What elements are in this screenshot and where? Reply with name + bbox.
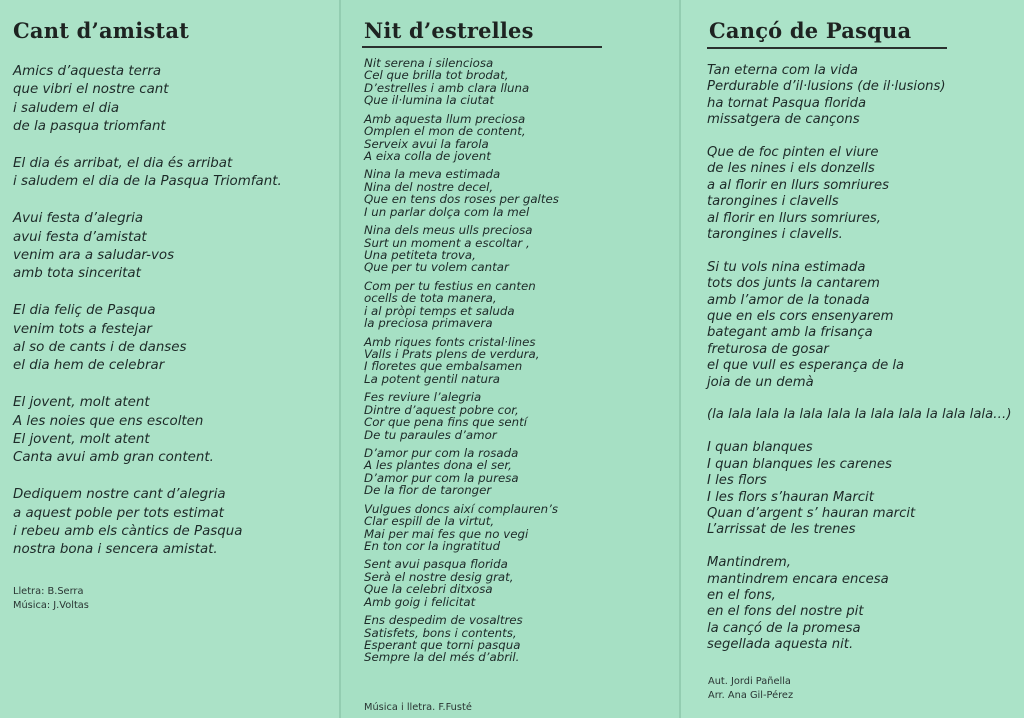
song-lyrics: [364, 57, 559, 670]
lyric-line: Nit serena i silenciosa: [364, 56, 494, 70]
lyric-line: I les flors: [707, 473, 767, 489]
lyric-line: missatgera de cançons: [707, 112, 860, 128]
stanza: [13, 394, 282, 468]
lyric-line: al florir en llurs somriures,: [707, 210, 881, 226]
stanza: [364, 168, 559, 218]
lyric-line: Mantindrem,: [707, 555, 791, 571]
lyric-line: a aquest poble per tots estimat: [13, 505, 224, 521]
lyric-line: Mai per mai fes que no vegi: [364, 526, 529, 541]
lyric-line: Nina dels meus ulls preciosa: [364, 223, 533, 238]
song-credits: [13, 585, 89, 613]
lyric-line: joia de un demà: [707, 374, 814, 390]
lyric-line: a al florir en llurs somriures: [707, 177, 889, 193]
stanza: [364, 224, 559, 274]
song-lyrics: [13, 63, 282, 578]
lyric-line: Tan eterna com la vida: [707, 63, 858, 78]
lyric-line: al so de cants i de danses: [13, 340, 187, 356]
lyric-line: (la lala lala la lala lala la lala lala la lala lala…): [707, 407, 1012, 423]
fold-line: [679, 0, 681, 718]
stanza: [364, 447, 559, 497]
lyric-line: Fes reviure l’alegria: [364, 390, 482, 405]
lyric-line: Una petiteta trova,: [364, 247, 476, 262]
lyric-line: ocells de tota manera,: [364, 291, 497, 306]
lyric-line: en el fons del nostre pit: [707, 604, 864, 620]
lyric-line: Perdurable d’il·lusions (de il·lusions): [707, 79, 946, 95]
panel-canco-pasqua: [680, 0, 1024, 718]
lyric-line: Dediquem nostre cant d’alegria: [13, 487, 226, 503]
lyric-line: Valls i Prats plens de verdura,: [364, 347, 540, 361]
lyric-line: amb l’amor de la tonada: [707, 292, 870, 308]
lyric-line: bategant amb la frisança: [707, 325, 873, 341]
lyric-line: I un parlar dolça com la mel: [364, 204, 530, 219]
lyric-line: Amb goig i felicitat: [364, 594, 476, 609]
credit-line: Música: J.Voltas: [13, 600, 89, 611]
credit-line: Música i lletra. F.Fusté: [364, 702, 472, 713]
lyric-line: D’estrelles i amb clara lluna: [364, 80, 530, 95]
stanza: [364, 57, 559, 107]
song-credits: [364, 701, 472, 715]
lyric-line: Satisfets, bons i contents,: [364, 625, 517, 640]
lyric-line: Omplen el mon de content,: [364, 124, 526, 139]
lyric-line: Que il·lumina la ciutat: [364, 93, 495, 108]
lyric-line: Nina del nostre decel,: [364, 179, 494, 194]
stanza: [13, 302, 282, 376]
stanza: [364, 336, 559, 386]
lyric-line: A les noies que ens escolten: [13, 413, 204, 429]
stanza: [13, 210, 282, 284]
lyric-line: Que en tens dos roses per galtes: [364, 192, 559, 207]
credit-line: Lletra: B.Serra: [13, 586, 84, 597]
song-credits: [708, 675, 793, 703]
lyric-line: Quan d’argent s’ hauran marcit: [707, 505, 916, 521]
stanza: [364, 113, 559, 163]
lyric-line: I quan blanques: [707, 440, 813, 456]
lyric-line: Serveix avui la farola: [364, 136, 489, 151]
lyric-line: En ton cor la ingratitud: [364, 538, 501, 553]
lyric-line: mantindrem encara encesa: [707, 571, 889, 587]
stanza: [707, 260, 1012, 391]
lyric-line: Amics d’aquesta terra: [13, 64, 162, 79]
stanza: [13, 63, 282, 137]
fold-line: [339, 0, 341, 718]
lyric-line: Com per tu festius en canten: [364, 278, 536, 293]
stanza: [707, 145, 1012, 243]
lyric-line: Cor que pena fins que sentí: [364, 415, 527, 430]
panel-cant-amistat: [0, 0, 340, 718]
stanza: [707, 440, 1012, 538]
lyric-line: venim tots a festejar: [13, 321, 152, 337]
lyric-line: el dia hem de celebrar: [13, 358, 165, 374]
stanza: [364, 391, 559, 441]
lyric-line: Sempre la del més d’abril.: [364, 650, 520, 665]
stanza: [364, 280, 559, 330]
lyric-line: Nina la meva estimada: [364, 167, 501, 182]
lyric-line: tarongines i clavells.: [707, 227, 843, 243]
song-title: Cant d’amistat: [13, 18, 190, 43]
song-title: Nit d’estrelles: [364, 18, 534, 43]
lyric-line: ha tornat Pasqua florida: [707, 95, 867, 111]
lyric-line: de la pasqua triomfant: [13, 119, 166, 135]
lyric-line: A les plantes dona el ser,: [364, 458, 512, 473]
lyric-line: venim ara a saludar-vos: [13, 248, 175, 264]
stanza: [707, 407, 1012, 423]
lyric-line: Amb aquesta llum preciosa: [364, 111, 526, 126]
lyric-line: Dintre d’aquest pobre cor,: [364, 402, 519, 417]
lyric-line: Avui festa d’alegria: [13, 211, 144, 227]
lyric-line: D’amor pur com la puresa: [364, 470, 519, 485]
lyric-line: A eixa colla de jovent: [364, 148, 491, 163]
lyric-line: D’amor pur com la rosada: [364, 446, 519, 461]
lyric-line: La potent gentil natura: [364, 371, 501, 386]
lyric-line: El jovent, molt atent: [13, 432, 150, 448]
lyric-line: en el fons,: [707, 587, 776, 603]
lyric-line: L’arrissat de les trenes: [707, 522, 856, 538]
lyric-line: i rebeu amb els càntics de Pasqua: [13, 524, 243, 540]
lyric-line: Canta avui amb gran content.: [13, 450, 214, 466]
lyric-line: Surt un moment a escoltar ,: [364, 235, 530, 250]
lyric-line: De la flor de taronger: [364, 483, 492, 498]
lyric-line: El dia feliç de Pasqua: [13, 303, 156, 319]
lyric-line: freturosa de gosar: [707, 341, 829, 357]
lyric-line: El jovent, molt atent: [13, 395, 150, 411]
stanza: [707, 555, 1012, 653]
lyric-line: Que per tu volem cantar: [364, 260, 509, 275]
lyric-line: el que vull es esperança de la: [707, 358, 905, 374]
lyric-line: nostra bona i sencera amistat.: [13, 542, 218, 558]
lyric-line: amb tota sinceritat: [13, 266, 141, 282]
stanza: [364, 614, 559, 664]
stanza: [13, 155, 282, 192]
lyric-line: tots dos junts la cantarem: [707, 276, 880, 292]
lyric-line: Esperant que torni pasqua: [364, 638, 521, 652]
stanza: [364, 558, 559, 608]
song-title: Cançó de Pasqua: [709, 18, 912, 43]
lyric-line: El dia és arribat, el dia és arribat: [13, 156, 233, 172]
lyric-line: I floretes que embalsamen: [364, 359, 523, 374]
credit-line: Aut. Jordi Pañella: [708, 676, 791, 687]
credit-line: Arr. Ana Gil-Pérez: [708, 690, 794, 701]
lyric-line: I les flors s’hauran Marcit: [707, 489, 874, 505]
lyric-line: Si tu vols nina estimada: [707, 259, 866, 275]
stanza: [707, 63, 1012, 129]
lyric-line: Clar espill de la virtut,: [364, 514, 495, 529]
title-underline: [707, 47, 947, 49]
panel-nit-estrelles: [340, 0, 680, 718]
lyric-line: i al pròpi temps et saluda: [364, 303, 515, 318]
lyric-line: segellada aquesta nit.: [707, 637, 854, 653]
lyric-line: I quan blanques les carenes: [707, 456, 892, 472]
lyric-line: Ens despedim de vosaltres: [364, 613, 523, 628]
title-underline: [362, 46, 602, 48]
lyric-line: Sent avui pasqua florida: [364, 557, 508, 572]
lyric-line: De tu paraules d’amor: [364, 427, 497, 442]
lyric-line: Amb riques fonts cristal·lines: [364, 334, 536, 349]
stanza: [364, 503, 559, 553]
lyric-line: avui festa d’amistat: [13, 229, 147, 245]
lyric-line: de les nines i els donzells: [707, 161, 875, 177]
stanza: [13, 486, 282, 560]
lyric-line: Que de foc pinten el viure: [707, 145, 879, 161]
lyric-line: Serà el nostre desig grat,: [364, 569, 514, 584]
lyric-line: Vulgues doncs així complauren’s: [364, 501, 558, 516]
lyric-line: i saludem el dia de la Pasqua Triomfant.: [13, 174, 282, 190]
lyric-line: Que la celebri ditxosa: [364, 582, 493, 597]
lyric-line: tarongines i clavells: [707, 194, 839, 210]
lyric-line: que en els cors ensenyarem: [707, 309, 894, 325]
lyric-line: que vibri el nostre cant: [13, 82, 169, 98]
lyric-line: i saludem el dia: [13, 100, 120, 116]
lyric-line: la cançó de la promesa: [707, 620, 861, 636]
lyric-line: la preciosa primavera: [364, 316, 493, 331]
song-lyrics: [707, 63, 1012, 670]
lyric-line: Cel que brilla tot brodat,: [364, 68, 509, 83]
